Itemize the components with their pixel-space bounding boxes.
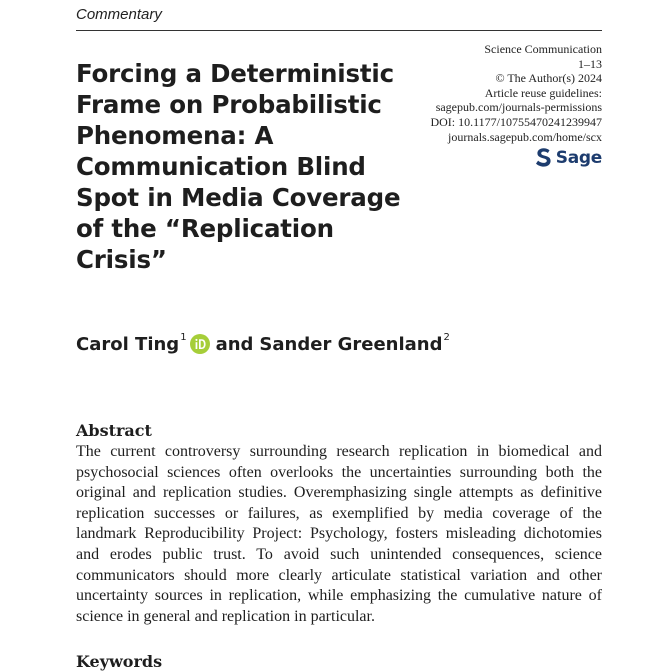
author-conjunction: and: [215, 334, 254, 355]
article-first-page: [76, 0, 602, 671]
copyright-line: © The Author(s) 2024: [495, 71, 602, 86]
publisher-name: Sage: [555, 147, 602, 168]
reuse-label: Article reuse guidelines:: [484, 85, 602, 100]
abstract-text: The current controversy surrounding research replication in biomedical and psychosocial sciences often overlooks the uncertainties surrounding both the original and replication studies. Overemphasizing single attempts as definitive replication successes or failures, as exemplified by media coverage of the landmark Reproducibility Project: Psychology, fosters misleading dichotomies and erodes public trust. To avoid such unintended consequences, science communicators should more clearly articulate statistical variation and other uncertainty sources in replication, while emphasizing the cumulative nature of science in general and replication in particular.: [76, 443, 602, 625]
keywords-heading: Keywords: [76, 652, 163, 671]
publisher-logo: [535, 147, 602, 168]
sage-logo-icon: [535, 147, 552, 168]
author-name: Sander Greenland: [259, 334, 443, 355]
journal-metadata: [362, 42, 602, 144]
section-label: Commentary: [76, 6, 162, 23]
page-range: 1–13: [578, 56, 602, 71]
doi-link[interactable]: DOI: 10.1177/10755470241239947: [430, 114, 602, 129]
header-rule: [76, 30, 602, 31]
reuse-link[interactable]: sagepub.com/journals-permissions: [435, 100, 602, 115]
orcid-icon[interactable]: [190, 334, 210, 354]
affiliation-marker: 1: [180, 332, 187, 343]
journal-url[interactable]: journals.sagepub.com/home/scx: [448, 129, 602, 144]
author-line: [76, 334, 450, 355]
journal-name: Science Communication: [484, 42, 602, 56]
affiliation-marker: 2: [443, 332, 450, 343]
abstract-heading: Abstract: [76, 421, 152, 440]
article-title: Forcing a Deterministic Frame on Probabilistic Phenomena: A Communication Blind Spot in Media Coverage of the “Replication Crisis”: [76, 59, 401, 274]
author-name: Carol Ting: [76, 334, 180, 355]
